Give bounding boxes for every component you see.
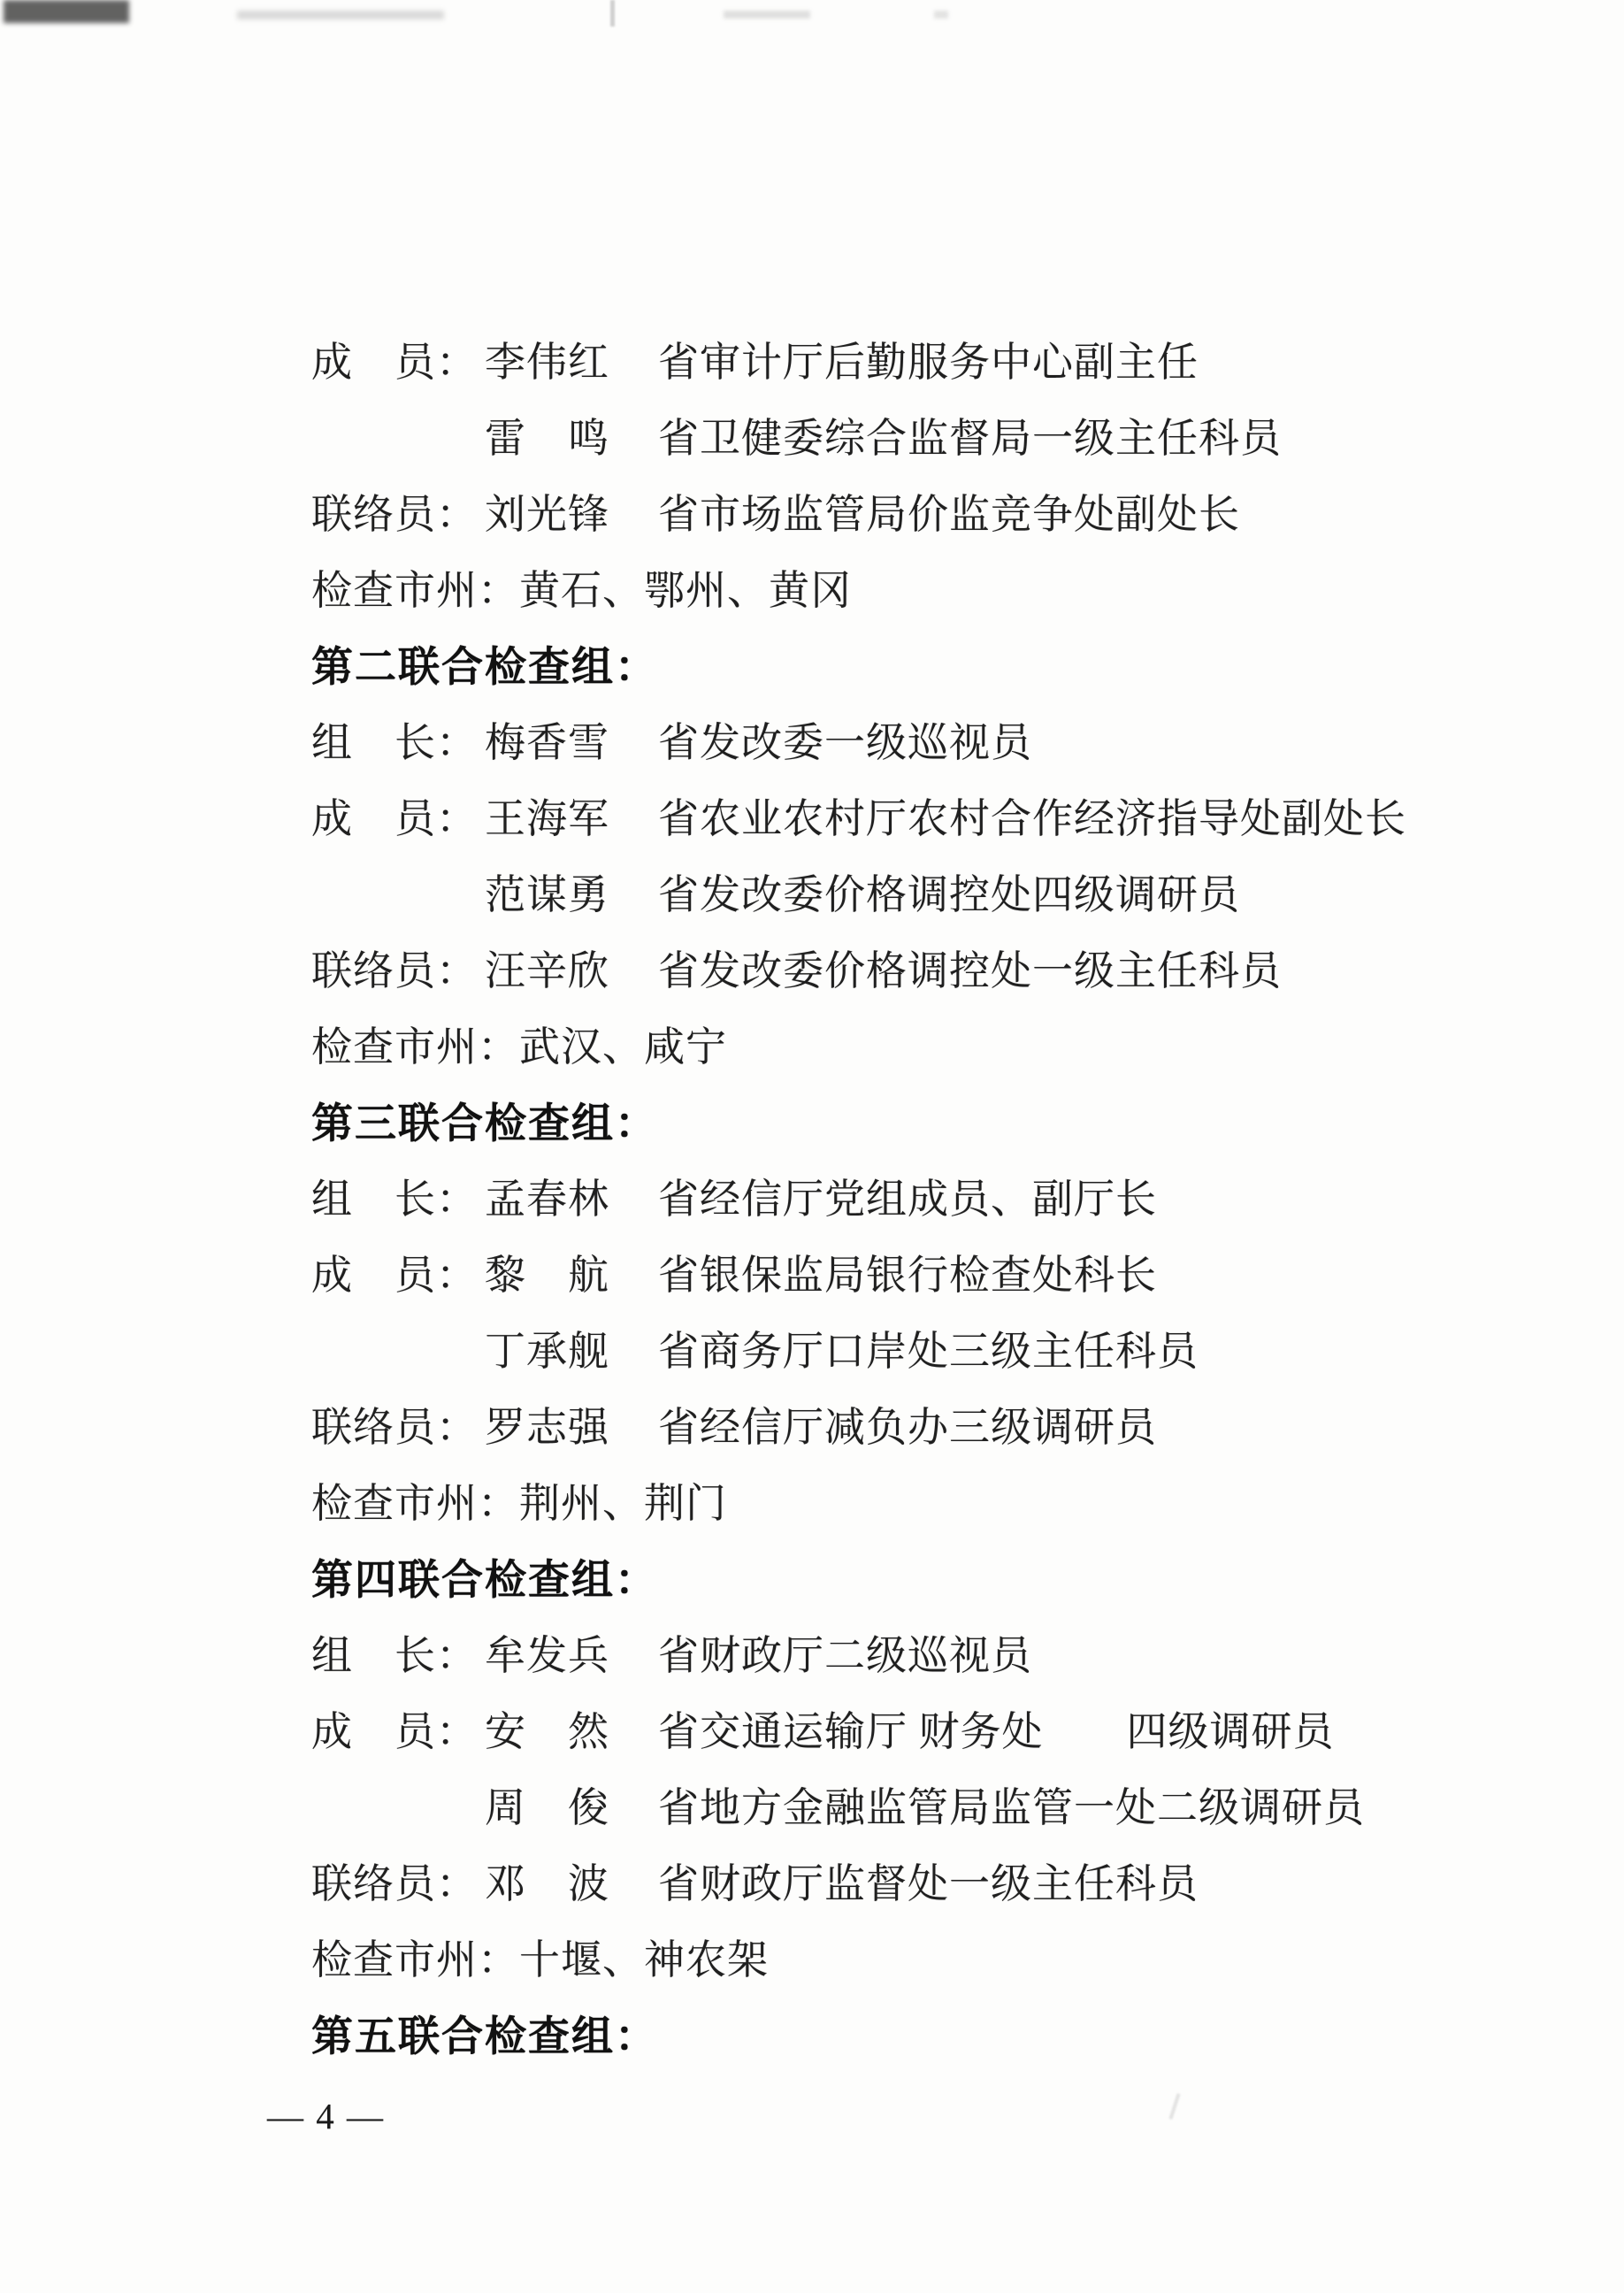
cities-row bbox=[311, 1462, 1603, 1538]
scan-smudge bbox=[237, 11, 444, 19]
role-label: 联络员： bbox=[311, 492, 478, 537]
member-row bbox=[311, 1234, 1603, 1310]
scan-smudge bbox=[4, 0, 129, 23]
leader-row bbox=[311, 1614, 1603, 1691]
person-title: 省财政厅二级巡视员 bbox=[658, 1633, 1032, 1678]
member-row bbox=[311, 1310, 1603, 1386]
role-label: 成 员： bbox=[311, 340, 478, 385]
person-name: 罗志强 bbox=[485, 1405, 609, 1450]
person-title: 省经信厅减负办三级调研员 bbox=[658, 1405, 1157, 1450]
member-row bbox=[311, 854, 1603, 930]
group-heading-text: 第三联合检查组： bbox=[311, 1099, 658, 1146]
page-number: — 4 — bbox=[267, 2096, 385, 2136]
group-heading bbox=[311, 1538, 1603, 1614]
cities-value: 武汉、咸宁 bbox=[519, 1024, 727, 1070]
person-name: 范谋勇 bbox=[485, 872, 609, 917]
cities-row bbox=[311, 1006, 1603, 1082]
role-label: 组 长： bbox=[311, 1177, 478, 1222]
role-label: 联络员： bbox=[311, 1861, 478, 1906]
person-name: 安 然 bbox=[485, 1709, 609, 1754]
person-name: 牟发兵 bbox=[485, 1633, 609, 1678]
liaison-row bbox=[311, 1843, 1603, 1919]
person-title: 省财政厅监督处一级主任科员 bbox=[658, 1861, 1199, 1906]
scan-smudge bbox=[1168, 2093, 1180, 2120]
cities-label: 检查市州： bbox=[311, 1937, 519, 1982]
person-title: 省审计厅后勤服务中心副主任 bbox=[658, 340, 1199, 385]
scan-smudge bbox=[724, 11, 810, 19]
person-title: 省地方金融监管局监管一处二级调研员 bbox=[658, 1785, 1365, 1830]
cities-label: 检查市州： bbox=[311, 1481, 519, 1526]
role-label: 联络员： bbox=[311, 948, 478, 993]
leader-row bbox=[311, 1158, 1603, 1234]
person-title: 省发改委一级巡视员 bbox=[658, 720, 1032, 765]
person-name: 黎 航 bbox=[485, 1253, 609, 1298]
scan-smudge bbox=[934, 11, 948, 19]
scan-smudge bbox=[610, 0, 615, 27]
role-label: 成 员： bbox=[311, 796, 478, 841]
group-heading-text: 第五联合检查组： bbox=[311, 2012, 658, 2059]
role-label: 成 员： bbox=[311, 1253, 478, 1298]
person-title: 省卫健委综合监督局一级主任科员 bbox=[658, 416, 1282, 461]
cities-label: 检查市州： bbox=[311, 568, 519, 613]
member-row bbox=[311, 397, 1603, 473]
role-label: 成 员： bbox=[311, 1709, 478, 1754]
group-heading bbox=[311, 625, 1603, 702]
group-heading-text: 第二联合检查组： bbox=[311, 642, 658, 690]
member-row bbox=[311, 1691, 1603, 1767]
role-label: 联络员： bbox=[311, 1405, 478, 1450]
person-title: 省市场监管局价监竞争处副处长 bbox=[658, 492, 1240, 537]
person-name: 刘光锋 bbox=[485, 492, 609, 537]
liaison-row bbox=[311, 1386, 1603, 1462]
group-heading bbox=[311, 1995, 1603, 2071]
member-row bbox=[311, 321, 1603, 397]
person-name: 邓 波 bbox=[485, 1861, 609, 1906]
person-name: 雷 鸣 bbox=[485, 416, 609, 461]
person-name: 丁承舰 bbox=[485, 1329, 609, 1374]
cities-value: 十堰、神农架 bbox=[519, 1937, 769, 1982]
leader-row bbox=[311, 702, 1603, 778]
person-title: 省商务厅口岸处三级主任科员 bbox=[658, 1329, 1199, 1374]
cities-row bbox=[311, 549, 1603, 625]
person-name: 周 俊 bbox=[485, 1785, 609, 1830]
person-name: 汪辛欣 bbox=[485, 948, 609, 993]
person-title: 省经信厅党组成员、副厅长 bbox=[658, 1177, 1157, 1222]
document-body bbox=[311, 321, 1603, 2071]
cities-label: 检查市州： bbox=[311, 1024, 519, 1070]
person-name: 梅香雪 bbox=[485, 720, 609, 765]
liaison-row bbox=[311, 473, 1603, 549]
member-row bbox=[311, 1767, 1603, 1843]
person-name: 王海军 bbox=[485, 796, 609, 841]
person-title: 省发改委价格调控处四级调研员 bbox=[658, 872, 1240, 917]
member-row bbox=[311, 778, 1603, 854]
cities-row bbox=[311, 1919, 1603, 1995]
cities-value: 黄石、鄂州、黄冈 bbox=[519, 568, 852, 613]
role-label: 组 长： bbox=[311, 1633, 478, 1678]
group-heading-text: 第四联合检查组： bbox=[311, 1555, 658, 1603]
person-title: 省发改委价格调控处一级主任科员 bbox=[658, 948, 1282, 993]
person-title: 省农业农村厅农村合作经济指导处副处长 bbox=[658, 796, 1406, 841]
cities-value: 荆州、荆门 bbox=[519, 1481, 727, 1526]
person-title: 省交通运输厅 财务处 四级调研员 bbox=[658, 1709, 1335, 1754]
role-label: 组 长： bbox=[311, 720, 478, 765]
group-heading bbox=[311, 1082, 1603, 1158]
liaison-row bbox=[311, 930, 1603, 1006]
person-name: 孟春林 bbox=[485, 1177, 609, 1222]
person-name: 李伟红 bbox=[485, 340, 609, 385]
person-title: 省银保监局银行检查处科长 bbox=[658, 1253, 1157, 1298]
